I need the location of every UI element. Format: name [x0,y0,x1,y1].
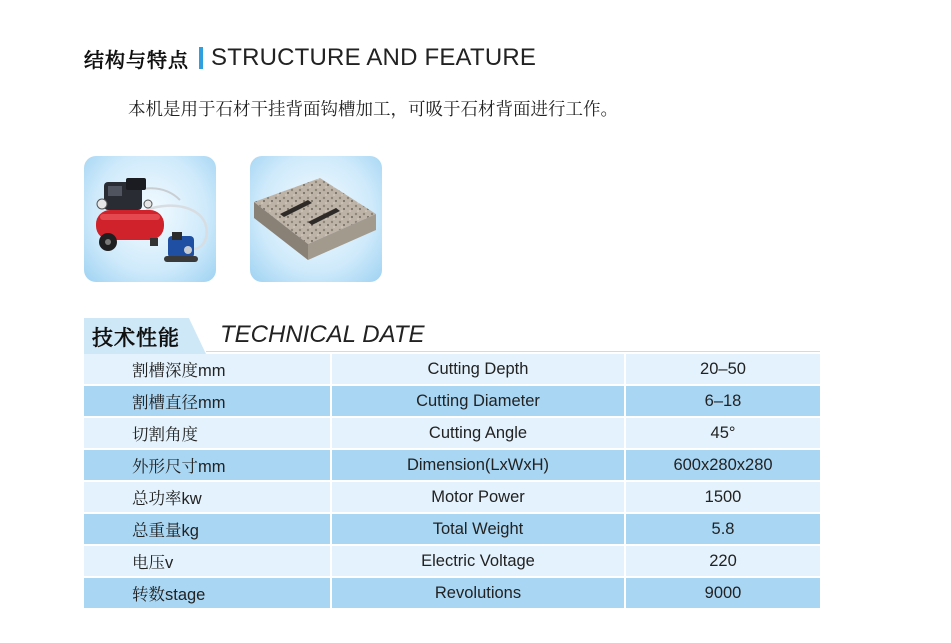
spec-label-cn: 割槽直径mm [84,385,331,417]
spec-label-en: Total Weight [331,513,625,545]
technical-title-en: TECHNICAL DATE [220,321,425,348]
table-row [84,481,820,513]
table-row [84,449,820,481]
spec-label-en: Cutting Depth [331,354,625,385]
spec-label-cn: 切割角度 [84,417,331,449]
spec-label-en: Motor Power [331,481,625,513]
spec-table [84,354,820,610]
technical-section [84,318,820,614]
technical-header [84,318,820,354]
spec-label-en: Dimension(LxWxH) [331,449,625,481]
spec-value: 9000 [625,577,820,609]
structure-title-cn: 结构与特点 [84,47,189,72]
spec-value: 600x280x280 [625,449,820,481]
spec-value: 5.8 [625,513,820,545]
spec-label-cn: 总重量kg [84,513,331,545]
table-row [84,417,820,449]
spec-value: 6–18 [625,385,820,417]
spec-label-cn: 外形尺寸mm [84,449,331,481]
header-divider [206,351,820,352]
table-row [84,577,820,609]
structure-title-en: STRUCTURE AND FEATURE [211,44,537,71]
table-row [84,545,820,577]
spec-label-cn: 转数stage [84,577,331,609]
stone-block-photo [250,156,382,282]
spec-value: 20–50 [625,354,820,385]
title-divider-bar [199,47,203,69]
spec-label-en: Electric Voltage [331,545,625,577]
product-description: 本机是用于石材干挂背面钩槽加工，可吸于石材背面进行工作。 [128,100,618,120]
stone-block-illustration [250,156,382,282]
technical-title-cn: 技术性能 [92,326,180,350]
table-row [84,354,820,385]
table-row [84,385,820,417]
spec-label-en: Cutting Diameter [331,385,625,417]
spec-label-cn: 电压v [84,545,331,577]
compressor-photo [84,156,216,282]
spec-label-cn: 总功率kw [84,481,331,513]
spec-label-en: Cutting Angle [331,417,625,449]
spec-value: 220 [625,545,820,577]
table-row [84,513,820,545]
spec-value: 1500 [625,481,820,513]
compressor-illustration [84,156,216,282]
structure-header [84,44,536,72]
spec-value: 45° [625,417,820,449]
spec-label-cn: 割槽深度mm [84,354,331,385]
spec-label-en: Revolutions [331,577,625,609]
